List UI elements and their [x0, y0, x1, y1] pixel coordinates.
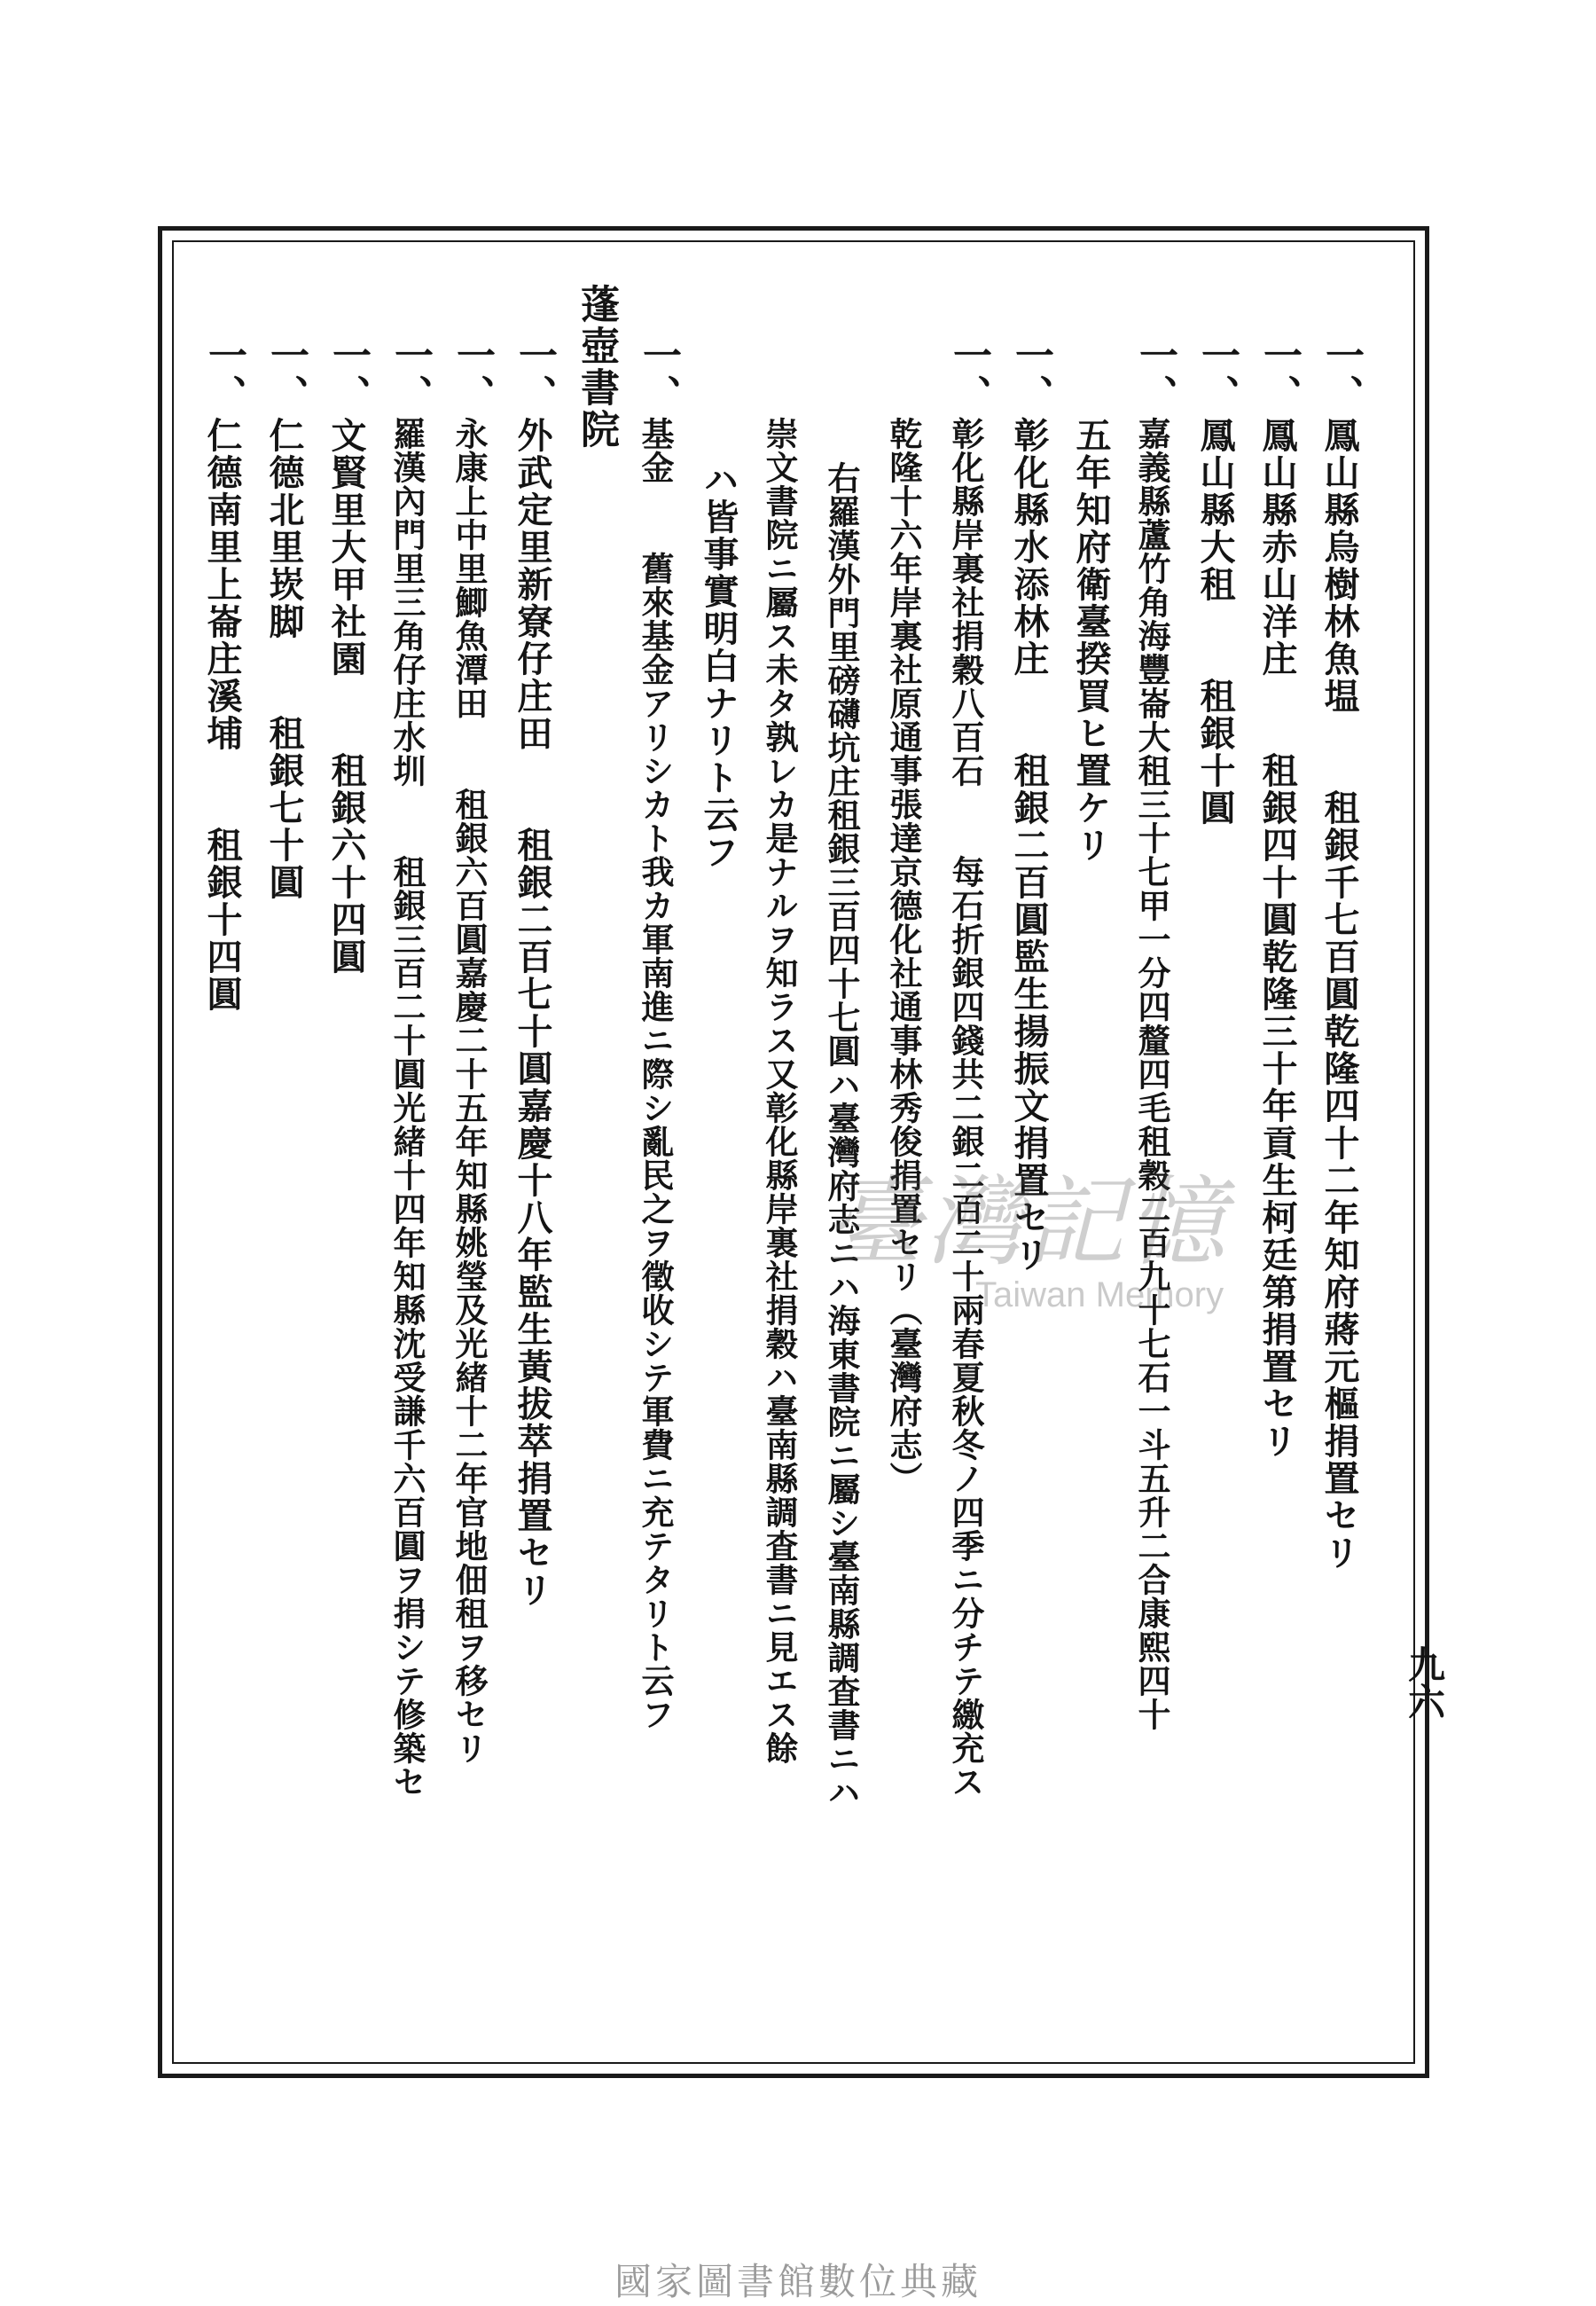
text-column: 崇文書院ニ屬ス未タ孰レカ是ナルヲ知ラス又彰化縣岸裏社捐穀ハ臺南縣調査書ニ見エス餘: [760, 417, 799, 1765]
bullet-2: 一、: [1256, 335, 1302, 413]
text-column: 外武定里新寮仔庄田 租銀二百七十圓嘉慶十八年監生黃拔萃捐置セリ: [512, 417, 553, 1609]
text-column: 彰化縣岸裏社捐穀八百石 每石折銀四錢共㆓銀二百二十兩春夏秋冬ノ四季ニ分チテ繳充ス: [946, 417, 985, 1799]
text-column: 羅漢內門里三角仔庄水圳 租銀三百二十圓光緒十四年知縣沈受謙千六百圓ヲ捐シテ修築セ: [387, 417, 426, 1799]
bullet-18: 一、: [325, 335, 371, 413]
text-column: 仁德南里上崙庄溪埔 租銀十四圓: [201, 417, 243, 1013]
section-heading: 蓬壺書院: [574, 284, 619, 451]
watermark-english: Taiwan Memory: [975, 1275, 1224, 1314]
text-column: 右羅漢外門里磅礴坑庄租銀三百四十七圓ハ臺灣府志ニハ海東書院ニ屬シ臺南縣調査書ニハ: [822, 461, 861, 1809]
text-column: ハ皆事實明白ナリト云フ: [698, 461, 739, 871]
bullet-6: 一、: [1008, 335, 1053, 413]
bullet-20: 一、: [201, 335, 246, 413]
watermark-chinese: 臺灣記憶: [825, 1165, 1229, 1279]
text-column: 乾隆十六年岸裏社原通事張達京德化社通事林秀俊捐置セリ（臺灣府志）: [884, 417, 923, 1495]
bullet-3: 一、: [1194, 335, 1240, 413]
text-column: 仁德北里崁脚 租銀七十圓: [263, 417, 305, 901]
text-column: 文賢里大甲社園 租銀六十四圓: [325, 417, 367, 976]
text-column: 鳳山縣赤山洋庄 租銀四十圓乾隆三十年貢生柯廷第捐置セリ: [1256, 417, 1298, 1460]
bullet-16: 一、: [387, 335, 433, 413]
text-column: 永康上中里鯽魚潭田 租銀六百圓嘉慶二十五年知縣姚瑩及光緒十二年官地佃租ヲ移セリ: [450, 417, 489, 1765]
bullet-12: 一、: [636, 335, 681, 413]
text-column: 基金 舊來基金アリシカト我カ軍南進ニ際シ亂民之ヲ徵收シテ軍費ニ充テタリト云フ: [636, 417, 675, 1731]
footer-credit: 國家圖書館數位典藏: [614, 2260, 982, 2303]
text-column: 五年知府衛臺揆買ヒ置ケリ: [1070, 417, 1112, 864]
text-column: 彰化縣水添林庄 租銀二百圓監生揚振文捐置セリ: [1008, 417, 1050, 1274]
bullet-19: 一、: [263, 335, 309, 413]
bullet-4: 一、: [1132, 335, 1177, 413]
text-column: 嘉義縣蘆竹角海豐崙大租三十七甲一分四釐四毛租穀二百九十七石一斗五升二合康熙四十: [1132, 417, 1171, 1731]
bullet-1: 一、: [1318, 335, 1364, 413]
bullet-15: 一、: [450, 335, 495, 413]
bullet-14: 一、: [512, 335, 557, 413]
text-column: 鳳山縣烏樹林魚塭 租銀千七百圓乾隆四十二年知府蔣元樞捐置セリ: [1318, 417, 1360, 1572]
page-number: 九六: [1403, 1645, 1446, 1720]
text-column: 鳳山縣大租 租銀十圓: [1194, 417, 1236, 827]
bullet-7: 一、: [946, 335, 991, 413]
